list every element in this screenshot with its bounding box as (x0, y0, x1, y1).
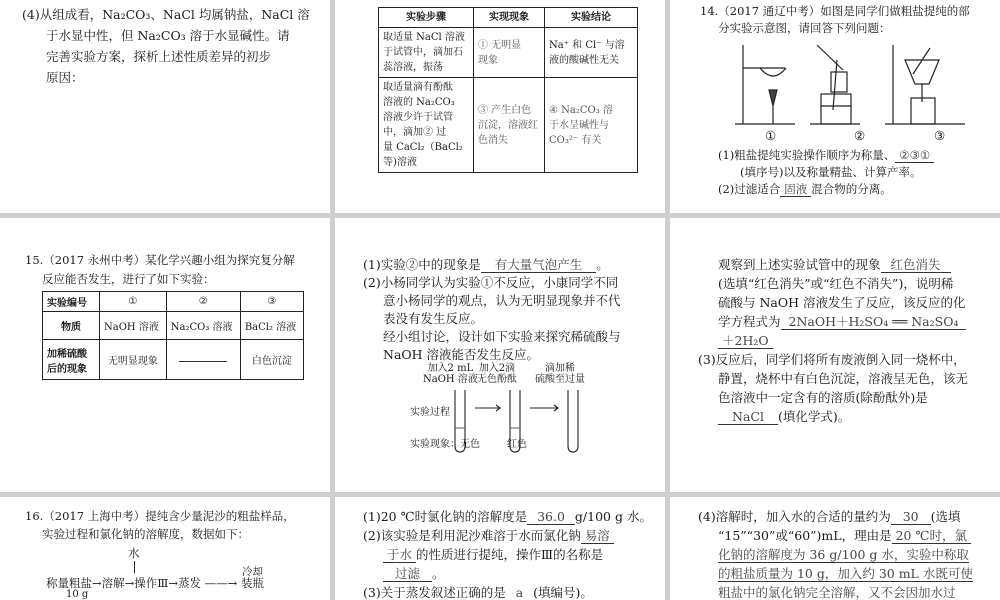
question-line (718, 180, 892, 199)
figure-label-3: ③ (934, 128, 946, 143)
fig-text: 加入2 mL (427, 363, 474, 374)
question-line (698, 507, 961, 526)
panel-q14 (670, 0, 1000, 213)
text-line: 于水显中性，但 Na₂CO₃ 溶于水显碱性。请 (46, 28, 290, 43)
cell-line: 量 CaCl₂（BaCl₂ (383, 142, 463, 153)
question-line (718, 526, 971, 545)
answer-blank: 2NaOH＋H₂SO₄ ══ Na₂SO₄ (781, 314, 967, 330)
cell-line: CO₃²⁻ 有关 (549, 134, 602, 146)
answer-blank: 有大量气泡产生 (481, 257, 597, 273)
question-title: 16.（2017 上海中考）提纯含少量泥沙的粗盐样品， (25, 509, 295, 523)
table-cell (474, 28, 545, 78)
table-cell (474, 78, 545, 173)
cell-line: 现象 (478, 54, 498, 66)
text-line: (选填“红色消失”或“红色不消失”)，说明稀 (718, 276, 954, 291)
question-line (363, 583, 593, 600)
table-cell (379, 78, 474, 173)
text-span: g/100 g 水。 (574, 509, 652, 524)
text-line: 原因： (46, 70, 84, 85)
table-header: 实验编号 (43, 292, 100, 312)
answer-blank: a (506, 585, 533, 600)
text-span: 。 (432, 566, 445, 581)
answer-blank: 30 (891, 509, 931, 525)
cell-line: 液的酸碱性无关 (549, 54, 619, 66)
text-span: (1)实验②中的现象是 (363, 257, 481, 272)
answer-blank: 化钠的溶解度为 36 g/100 g 水，实验中称取 (718, 547, 969, 562)
text-line: 经小组讨论，设计如下实验来探究稀硫酸与 (383, 329, 621, 344)
table-header: ③ (240, 292, 303, 312)
fig-text: 滴加稀 (545, 363, 575, 374)
apparatus-figure (725, 40, 985, 130)
cell-line: 于水呈碱性与 (549, 119, 609, 131)
text-span: 观察到上述实验试管中的现象 (718, 257, 881, 272)
answer-blank: 易溶 (581, 528, 614, 544)
fig-step-2 (477, 363, 517, 385)
panel-q15-cont (335, 218, 665, 492)
cell-line: ① 无明显 (478, 39, 522, 51)
answer-blank: 于水 (383, 547, 416, 563)
text-line: (2)小杨同学认为实验①不反应，小康同学不同 (363, 275, 619, 290)
text-line: 硫酸与 NaOH 溶液发生了反应，该反应的化 (718, 295, 966, 310)
flow-arrow-down (134, 561, 135, 573)
cell-line: 溶液少许于试管 (383, 112, 453, 123)
panel-q16 (0, 497, 330, 600)
text-span: 。 (596, 257, 609, 272)
question-title-line2: 分实验示意图，请回答下列问题： (718, 21, 891, 35)
table-cell: 加稀硫酸后的现象 (43, 340, 100, 380)
text-line: 完善实验方案，探析上述性质差异的初步 (46, 49, 272, 64)
question-line (383, 545, 603, 564)
table-cell: NaOH 溶液 (100, 312, 167, 340)
text-span: (1)粗盐提纯实验操作顺序为称量、 (718, 148, 896, 162)
question-line (363, 507, 652, 526)
question-title: 15.（2017 永州中考）某化学兴趣小组为探究复分解 (25, 253, 295, 267)
figure-label-2: ② (854, 128, 866, 143)
text-span: (填编号)。 (533, 585, 593, 600)
answer-blank: ②③① (895, 148, 934, 163)
question-line (383, 564, 445, 583)
answer-blank: 过滤 (383, 566, 432, 582)
text-span: (4)溶解时，加入水的合适的量约为 (698, 509, 891, 524)
fig-text: 加入2滴 (478, 363, 516, 374)
table-header: ② (166, 292, 240, 312)
cell-line: Na⁺ 和 Cl⁻ 与溶 (549, 39, 625, 51)
question-title: 14.（2017 通辽中考）如图是同学们做粗盐提纯的部 (700, 4, 970, 18)
results-table (42, 291, 304, 380)
answer-blank: NaCl (718, 409, 778, 425)
table-cell: Na₂CO₃ 溶液 (166, 312, 240, 340)
cell-line: 等)溶液 (383, 157, 417, 168)
fig-text: NaOH 溶液 (423, 374, 478, 385)
cell-line: 蕊溶液，振荡 (383, 62, 443, 73)
flow-chart: 称量粗盐→溶解→操作Ⅲ→蒸发 ——→ 装瓶 (46, 576, 264, 590)
cell-line: 沉淀，溶液红 (478, 119, 538, 131)
text-span: (3)关于蒸发叙述正确的是 (363, 585, 506, 600)
cell-line: 色消失 (478, 134, 508, 146)
panel-q16-cont (670, 497, 1000, 600)
text-line: 表没有发生反应。 (383, 311, 484, 326)
fig-phenomenon-label: 实验现象：无色 (410, 439, 480, 450)
panel-experiment-table (335, 0, 665, 213)
answer-blank (179, 361, 227, 362)
answer-blank: 20 ℃时，氯 (892, 528, 971, 544)
text-line (718, 331, 773, 350)
text-span: (1)20 ℃时氯化钠的溶解度是 (363, 509, 528, 524)
text-span: 学方程式为 (718, 314, 781, 329)
table-cell: BaCl₂ 溶液 (240, 312, 303, 340)
cell-line: 取适量 NaCl 溶液 (383, 32, 465, 43)
panel-q15-answers (670, 218, 1000, 492)
panel-q4-tail (0, 0, 330, 213)
cell-line: 于试管中，滴加石 (383, 47, 463, 58)
text-line: (3)反应后，同学们将所有废液倒入同一烧杯中， (698, 352, 966, 367)
table-header: 实验结论 (545, 8, 638, 28)
text-line (718, 564, 973, 583)
text-line (718, 312, 966, 331)
cell-line: 溶液的 Na₂CO₃ (383, 97, 455, 108)
table-cell: 物质 (43, 312, 100, 340)
fig-red-label: 红色 (507, 439, 527, 450)
text-span: (2)该实验是利用泥沙难溶于水而氯化钠 (363, 528, 581, 543)
table-cell: 白色沉淀 (240, 340, 303, 380)
fig-text: 无色酚酞 (477, 374, 517, 385)
table-header: 实验步骤 (379, 8, 474, 28)
question-line (363, 255, 609, 274)
answer-blank: 的粗盐质量为 10 g，加入约 30 mL 水既可使 (718, 566, 973, 581)
text-span: 混合物的分离。 (811, 182, 892, 196)
table-cell (166, 340, 240, 380)
text-span: (选填 (930, 509, 961, 524)
table-cell (545, 28, 638, 78)
answer-blank: 粗盐中的氯化钠完全溶解，又不会因加水过 (718, 585, 956, 600)
text-line (718, 583, 956, 600)
text-span: “15”“30”或“60”)mL，理由是 (718, 528, 892, 543)
flow-cool-label: 冷却 (242, 566, 263, 578)
answer-blank: 固液 (780, 182, 811, 197)
cell-line: 中，滴加② 过 (383, 127, 447, 138)
text-span: (填化学式)。 (777, 409, 851, 424)
answer-blank: 红色消失 (881, 257, 951, 273)
table-cell (379, 28, 474, 78)
flow-mass-label: 10 g (66, 589, 89, 600)
text-line: NaOH 溶液能否发生反应。 (383, 347, 540, 362)
text-line: 静置，烧杯中有白色沉淀，溶液呈无色，该无 (718, 371, 969, 386)
question-title-line2: 反应能否发生，进行了如下实验： (42, 272, 215, 286)
fig-process-label: 实验过程 (410, 407, 450, 418)
text-line: 色溶液中一定含有的溶质(除酚酞外)是 (718, 390, 928, 405)
question-title-line2: 实验过程和氯化钠的溶解度，数据如下： (42, 527, 249, 541)
figure-label-1: ① (765, 128, 777, 143)
question-line: (填序号)以及称量精盐、计算产率。 (740, 165, 922, 179)
text-span: 的性质进行提纯，操作Ⅲ的名称是 (416, 547, 604, 562)
table-header: ① (100, 292, 167, 312)
question-line (718, 255, 951, 274)
fig-step-3 (535, 363, 585, 385)
cell-line: ④ Na₂CO₃ 溶 (549, 104, 613, 116)
table-header: 实现现象 (474, 8, 545, 28)
text-line (718, 407, 850, 426)
panel-q16-answers (335, 497, 665, 600)
answer-blank: ＋2H₂O (718, 333, 773, 349)
cell-line: ③ 产生白色 (478, 104, 532, 116)
text-line: 意小杨同学的观点，认为无明显现象并不代 (383, 293, 621, 308)
flow-water-label: 水 (128, 546, 140, 560)
table-cell: 无明显现象 (100, 340, 167, 380)
text-line (718, 545, 969, 564)
text-line: (4)从组成看，Na₂CO₃、NaCl 均属钠盐，NaCl 溶 (22, 7, 310, 22)
panel-q15 (0, 218, 330, 492)
cell-line: 取适量滴有酚酞 (383, 82, 453, 93)
text-span: (2)过滤适合 (718, 182, 781, 196)
experiment-table (378, 7, 638, 173)
fig-step-1 (423, 363, 478, 385)
fig-text: 硫酸至过量 (535, 374, 585, 385)
table-cell (545, 78, 638, 173)
answer-blank: 36.0 (527, 509, 575, 525)
question-line (363, 526, 614, 545)
